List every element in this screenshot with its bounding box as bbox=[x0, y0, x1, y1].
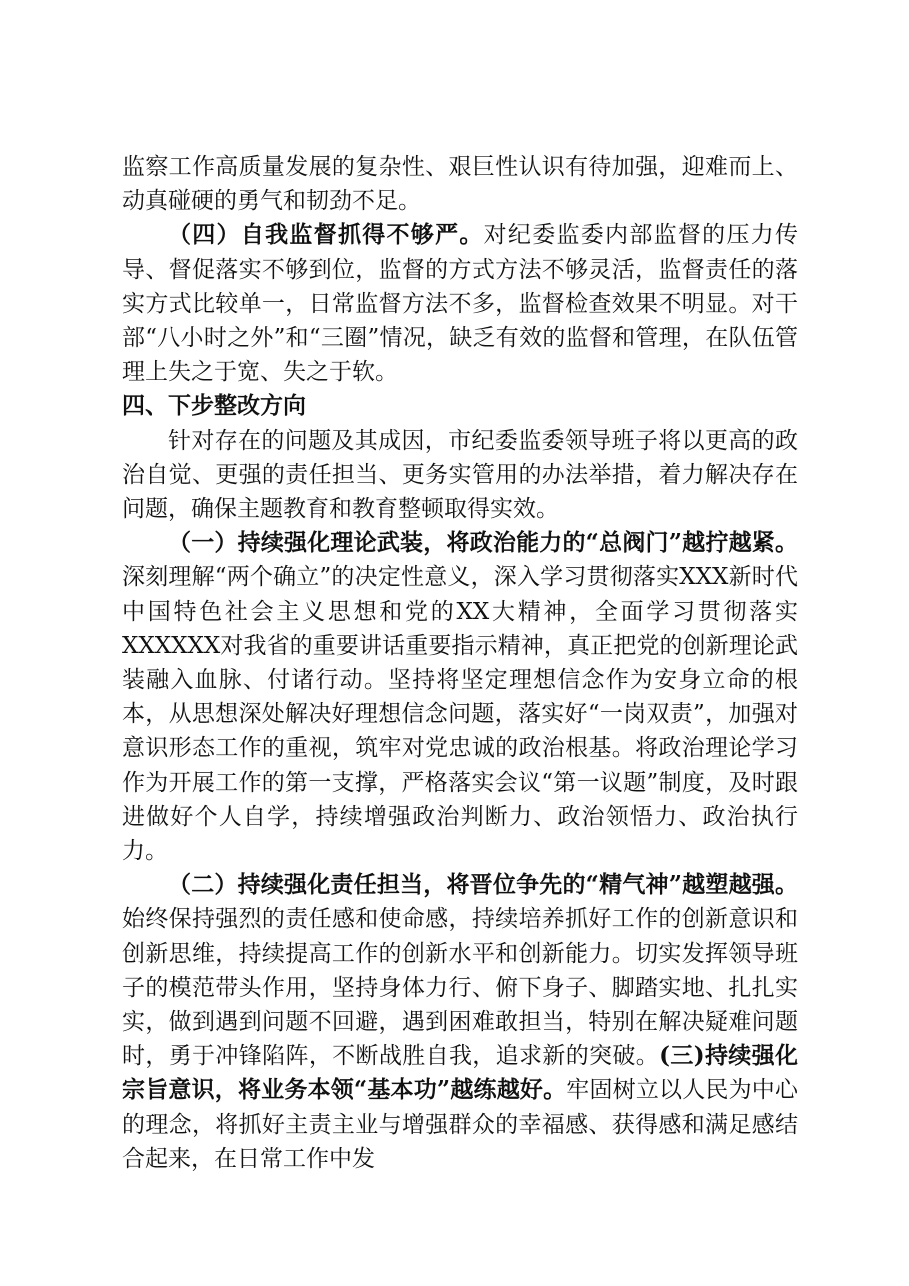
paragraph-2-body: 对纪委监委内部监督的压力传导、督促落实不够到位，监督的方式方法不够灵活，监督责任的落实方式比较单一，日常监督方法不多，监督检查效果不明显。对干部“八小时之外”和“三圈”情况，缺乏有效的监督和管理，在队伍管理上失之于宽、失之于软。 bbox=[122, 222, 799, 386]
paragraph-5-body: 始终保持强烈的责任感和使命感，持续培养抓好工作的创新意识和创新思维，持续提高工作的创新水平和创新能力。切实发挥领导班子的模范带头作用，坚持身体力行、俯下身子、脚踏实地、扎扎实实，做到遇到问题不回避，遇到困难敢担当，特别在解决疑难问题时，勇于冲锋陷阵，不断战胜自我，追求新的突破。 bbox=[122, 906, 798, 1070]
document-body bbox=[122, 150, 798, 1176]
paragraph-5 bbox=[122, 868, 798, 1176]
paragraph-4-body: 深刻理解“两个确立”的决定性意义，深入学习贯彻落实XXX新时代中国特色社会主义思想和党的XX大精神，全面学习贯彻落实XXXXXX对我省的重要讲话重要指示精神，真正把党的创新理论武装融入血脉、付诸行动。坚持将坚定理想信念作为安身立命的根本，从思想深处解决好理想信念问题，落实好“一岗双责”，加强对意识形态工作的重视，筑牢对党忠诚的政治根基。将政治理论学习作为开展工作的第一支撑，严格落实会议“第一议题”制度，及时跟进做好个人自学，持续增强政治判断力、政治领悟力、政治执行力。 bbox=[122, 564, 798, 865]
paragraph-5-sub-title: (三)持续强化宗旨意识，将业务本领“基本功”越练越好。 bbox=[122, 1042, 799, 1104]
paragraph-3-text: 针对存在的问题及其成因，市纪委监委领导班子将以更高的政治自觉、更强的责任担当、更务实管用的办法举措，着力解决存在问题，确保主题教育和教育整顿取得实效。 bbox=[122, 427, 798, 523]
paragraph-2 bbox=[122, 218, 798, 389]
paragraph-5-sub-body: 牢固树立以人民为中心的理念，将抓好主责主业与增强群众的幸福感、获得感和满足感结合起来，在日常工作中发 bbox=[122, 1077, 798, 1172]
paragraph-3 bbox=[122, 424, 798, 527]
paragraph-2-title: （四）自我监督抓得不够严。 bbox=[168, 221, 484, 249]
paragraph-5-title: （二）持续强化责任担当，将晋位争先的“精气神”越塑越强。 bbox=[168, 871, 798, 899]
paragraph-1-text: 监察工作高质量发展的复杂性、艰巨性认识有待加强，迎难而上、动真碰硬的勇气和韧劲不足。 bbox=[122, 154, 798, 215]
paragraph-4-title: （一）持续强化理论武装，将政治能力的“总阀门”越拧越紧。 bbox=[168, 529, 798, 557]
paragraph-1 bbox=[122, 150, 798, 218]
paragraph-4 bbox=[122, 526, 798, 868]
section-heading: 四、下步整改方向 bbox=[122, 393, 306, 420]
